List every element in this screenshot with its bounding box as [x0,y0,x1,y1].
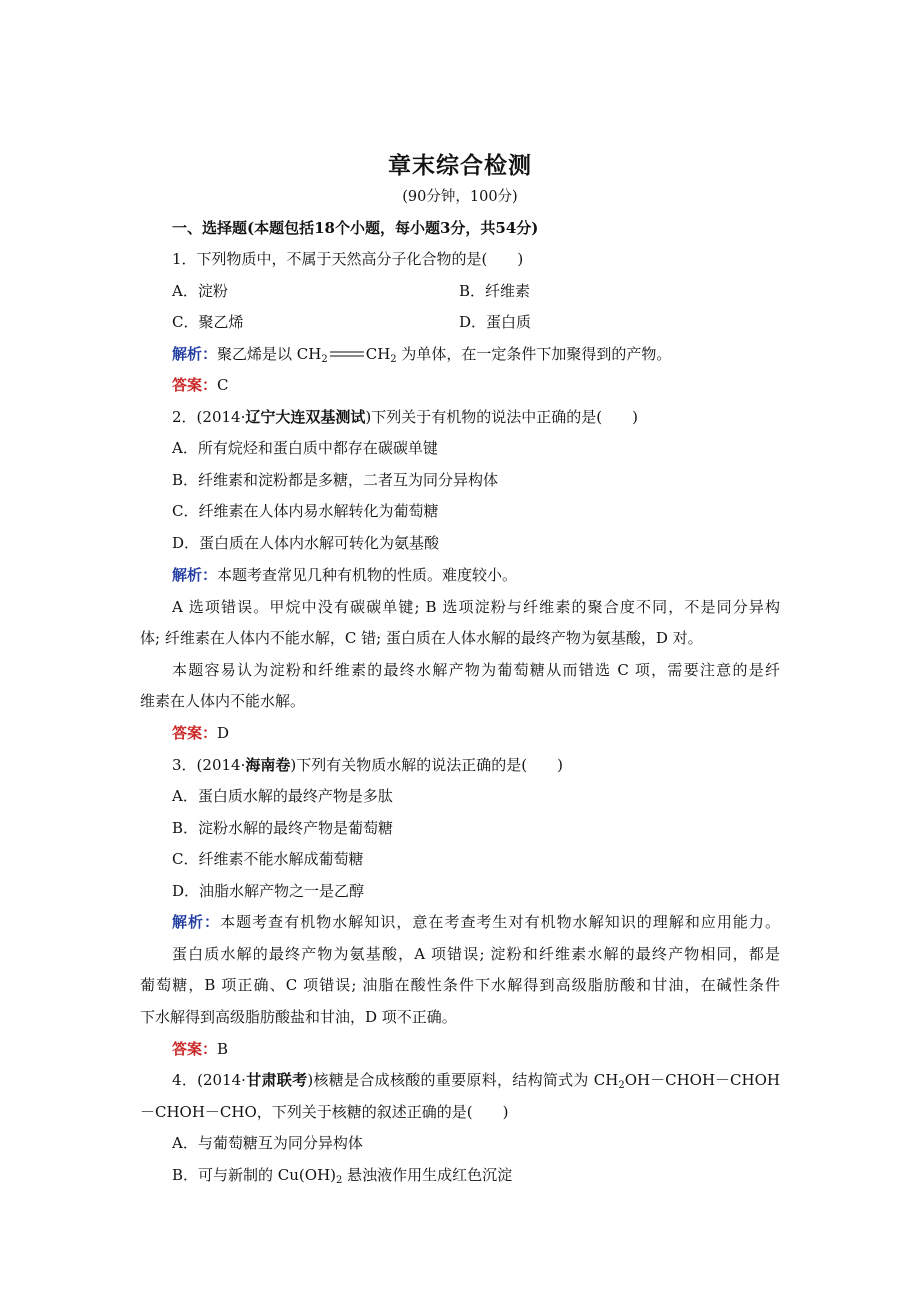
q1-option-a: A．淀粉 [172,282,228,300]
answer-label: 答案： [172,376,218,394]
q4-source: 甘肃联考 [245,1071,308,1089]
q2-option-d: D．蛋白质在人体内水解可转化为氨基酸 [172,534,440,552]
subscript: 2 [618,1080,625,1091]
q3-stem-text: )下列有关物质水解的说法正确的是( ) [290,756,563,774]
q3-stem [172,755,563,775]
q2-answer-value: D [217,724,230,742]
q4-stem-line2: －CHOH－CHO，下列关于核糖的叙述正确的是( ) [140,1103,509,1121]
analysis-label: 解析： [172,566,218,584]
analysis-label: 解析： [172,913,221,931]
q1-stem: 1．下列物质中，不属于天然高分子化合物的是( ) [172,250,524,268]
section-heading: 一、选择题(本题包括18个小题，每小题3分，共54分) [172,219,539,237]
q3-answer-value: B [217,1040,229,1058]
q1-analysis [172,344,671,364]
q4-option-b-post: 悬浊液作用生成红色沉淀 [342,1166,513,1184]
q1-answer-value: C [217,376,229,394]
answer-label: 答案： [172,1040,218,1058]
q1-option-b: B．纤维素 [459,282,531,300]
q3-option-b: B．淀粉水解的最终产物是葡萄糖 [172,819,394,837]
q1-analysis-post: 为单体，在一定条件下加聚得到的产物。 [396,345,672,363]
q2-stem-text: )下列关于有机物的说法中正确的是( ) [365,408,638,426]
q3-analysis [172,912,780,932]
q3-option-d: D．油脂水解产物之一是乙醇 [172,882,365,900]
q4-stem-text2: OH－CHOH－CHOH [624,1071,780,1089]
double-bond-symbol [328,351,366,357]
q3-option-c: C．纤维素不能水解成葡萄糖 [172,850,364,868]
q1-analysis-pre: 聚乙烯是以 CH [217,345,322,363]
q4-option-b-pre: B．可与新制的 Cu(OH) [172,1166,337,1184]
q4-number: 4．(2014· [172,1071,246,1089]
subscript: 2 [321,354,328,365]
q4-stem-line1 [172,1070,780,1090]
q3-source: 海南卷 [245,756,291,774]
q2-option-b: B．纤维素和淀粉都是多糖，二者互为同分异构体 [172,471,499,489]
subscript: 2 [336,1175,343,1186]
q2-analysis-text: 本题考查常见几种有机物的性质。难度较小。 [217,566,518,584]
q2-note-line1: 本题容易认为淀粉和纤维素的最终水解产物为葡萄糖从而错选 C 项，需要注意的是纤 [172,661,780,679]
q1-option-d: D．蛋白质 [459,313,532,331]
q1-option-c: C．聚乙烯 [172,313,244,331]
q2-number: 2．(2014· [172,408,246,426]
q2-explanation-line2: 体; 纤维素在人体内不能水解，C 错; 蛋白质在人体水解的最终产物为氨基酸，D 对。 [140,629,703,647]
q4-option-b [172,1165,512,1185]
q2-answer [172,723,229,743]
subscript: 2 [390,354,397,365]
q2-option-a: A．所有烷烃和蛋白质中都存在碳碳单键 [172,439,438,457]
q2-source: 辽宁大连双基测试 [245,408,366,426]
q2-analysis [172,565,517,585]
q1-analysis-mid: CH [365,345,391,363]
q2-option-c: C．纤维素在人体内易水解转化为葡萄糖 [172,502,439,520]
q1-answer [172,375,229,395]
q3-answer [172,1039,228,1059]
q3-explanation-line2: 葡萄糖，B 项正确、C 项错误; 油脂在酸性条件下水解得到高级脂肪酸和甘油，在碱性条件 [140,976,780,994]
q3-number: 3．(2014· [172,756,246,774]
q3-analysis-text: 本题考查有机物水解知识，意在考查考生对有机物水解知识的理解和应用能力。 [220,913,780,931]
q3-option-a: A．蛋白质水解的最终产物是多肽 [172,787,393,805]
q4-option-a: A．与葡萄糖互为同分异构体 [172,1134,363,1152]
page-subtitle: (90分钟，100分) [402,189,518,205]
q3-explanation-line1: 蛋白质水解的最终产物为氨基酸，A 项错误; 淀粉和纤维素水解的最终产物相同，都是 [172,945,780,963]
q3-explanation-line3: 下水解得到高级脂肪酸盐和甘油，D 项不正确。 [140,1008,457,1026]
q4-stem-text1: )核糖是合成核酸的重要原料，结构简式为 CH [307,1071,619,1089]
q2-stem [172,407,638,427]
answer-label: 答案： [172,724,218,742]
analysis-label: 解析： [172,345,218,363]
page-title: 章末综合检测 [388,153,532,179]
q2-explanation-line1: A 选项错误。甲烷中没有碳碳单键; B 选项淀粉与纤维素的聚合度不同，不是同分异构 [172,598,780,616]
q2-note-line2: 维素在人体内不能水解。 [140,692,306,710]
